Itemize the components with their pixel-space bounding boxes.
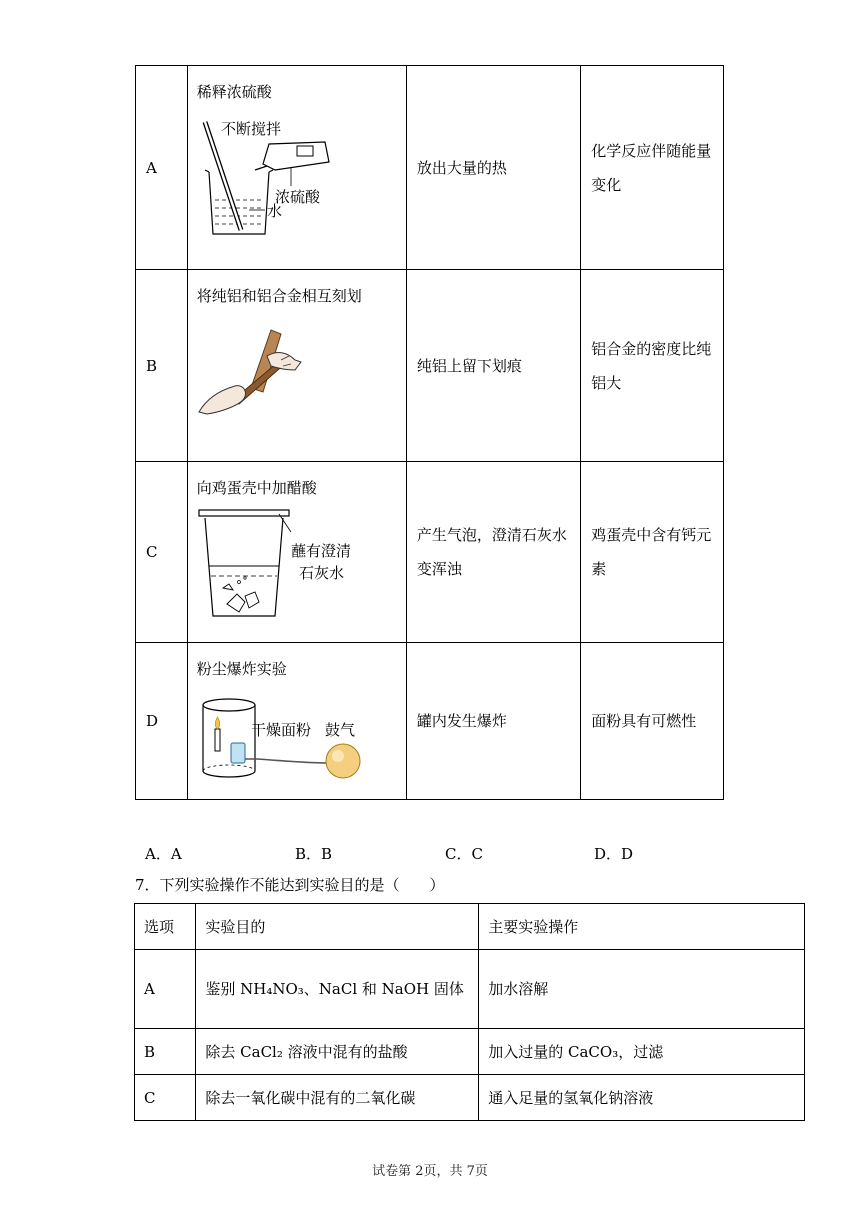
table-header-row (135, 904, 805, 950)
table-row (136, 66, 724, 270)
eggshell-vinegar-figure (197, 508, 357, 620)
phenomenon-cell: 纯铝上留下划痕 (406, 270, 580, 462)
choice-c: C．C (445, 845, 483, 863)
dust-explosion-figure (197, 689, 377, 785)
header-operation: 主要实验操作 (479, 904, 805, 950)
scratch-test-figure (197, 316, 347, 416)
figure-label: 干燥面粉 (250, 721, 311, 739)
option-cell: C (135, 1075, 196, 1121)
option-cell: B (135, 1029, 196, 1075)
figure-label: 浓硫酸 (274, 188, 320, 206)
page-footer: 试卷第 2页，共 7页 (372, 1164, 488, 1179)
figure-label: 水 (266, 202, 282, 220)
operation-cell: 通入足量的氢氧化钠溶液 (479, 1075, 805, 1121)
conclusion-cell: 化学反应伴随能量变化 (581, 66, 724, 270)
experiment-title: 将纯铝和铝合金相互刻划 (196, 287, 362, 305)
header-purpose: 实验目的 (196, 904, 479, 950)
experiment-cell (187, 66, 406, 270)
table-row (135, 1029, 805, 1075)
figure-label: 鼓气 (324, 721, 355, 739)
row-label: D (136, 643, 188, 800)
dilute-sulfuric-acid-figure (197, 112, 347, 242)
conclusion-cell: 铝合金的密度比纯铝大 (581, 270, 724, 462)
phenomenon-cell: 产生气泡，澄清石灰水变浑浊 (406, 462, 580, 643)
figure-label: 蘸有澄清 (290, 542, 351, 560)
experiment-cell (187, 643, 406, 800)
choice-a: A．A (145, 845, 182, 863)
phenomenon-cell: 罐内发生爆炸 (406, 643, 580, 800)
choice-b: B．B (295, 845, 333, 863)
table-row (136, 643, 724, 800)
conclusion-cell: 鸡蛋壳中含有钙元素 (581, 462, 724, 643)
option-cell: A (135, 950, 196, 1029)
experiments-table (135, 65, 724, 800)
experiment-title: 稀释浓硫酸 (196, 83, 272, 101)
table-row (136, 462, 724, 643)
experiment-cell (187, 462, 406, 643)
phenomenon-cell: 放出大量的热 (406, 66, 580, 270)
header-option: 选项 (135, 904, 196, 950)
row-label: A (136, 66, 188, 270)
conclusion-cell: 面粉具有可燃性 (581, 643, 724, 800)
table-row (135, 1075, 805, 1121)
figure-label: 石灰水 (298, 564, 344, 582)
operations-table (134, 903, 805, 1121)
row-label: C (136, 462, 188, 643)
experiment-title: 向鸡蛋壳中加醋酸 (196, 479, 317, 497)
choice-d: D．D (594, 845, 634, 863)
purpose-cell: 除去一氧化碳中混有的二氧化碳 (196, 1075, 479, 1121)
table-row (135, 950, 805, 1029)
row-label: B (136, 270, 188, 462)
operation-cell: 加入过量的 CaCO₃，过滤 (479, 1029, 805, 1075)
experiment-title: 粉尘爆炸实验 (196, 660, 287, 678)
figure-label: 不断搅拌 (220, 120, 281, 138)
experiment-cell (187, 270, 406, 462)
purpose-cell: 鉴别 NH₄NO₃、NaCl 和 NaOH 固体 (196, 950, 479, 1029)
operation-cell: 加水溶解 (479, 950, 805, 1029)
question-7: 7．下列实验操作不能达到实验目的是（ ） (135, 876, 445, 894)
purpose-cell: 除去 CaCl₂ 溶液中混有的盐酸 (196, 1029, 479, 1075)
table-row (136, 270, 724, 462)
